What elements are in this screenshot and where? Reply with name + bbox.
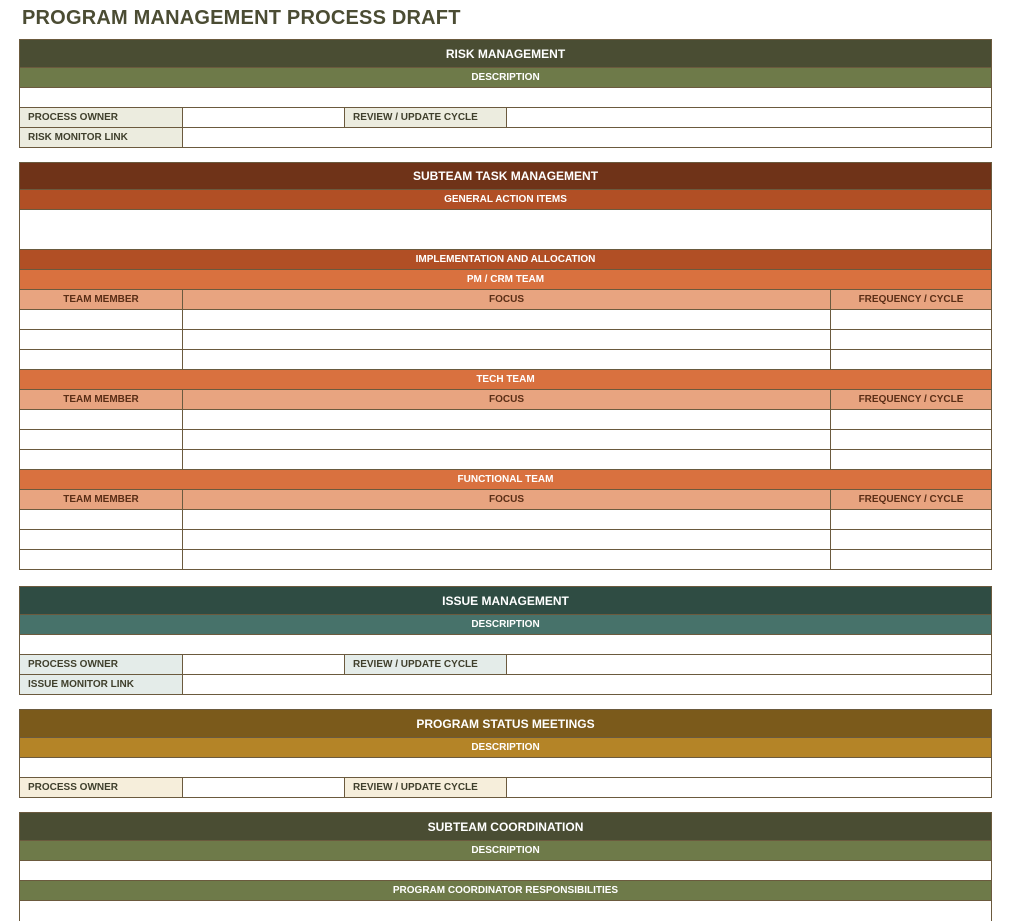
column-header-frequency: FREQUENCY / CYCLE	[830, 290, 991, 309]
column-header-team-member: TEAM MEMBER	[20, 390, 182, 409]
risk-description-label: DESCRIPTION	[20, 67, 991, 87]
issue-monitor-link-field[interactable]	[182, 675, 991, 694]
issue-management-section	[19, 586, 992, 695]
risk-management-section	[19, 39, 992, 148]
column-header-focus: FOCUS	[182, 290, 830, 309]
team-member-cell[interactable]	[20, 530, 182, 549]
frequency-cell[interactable]	[830, 430, 991, 449]
frequency-cell[interactable]	[830, 310, 991, 329]
risk-review-cycle-field[interactable]	[506, 108, 991, 127]
table-row	[20, 329, 991, 349]
implementation-label: IMPLEMENTATION AND ALLOCATION	[20, 249, 991, 269]
table-row	[20, 509, 991, 529]
page-title: PROGRAM MANAGEMENT PROCESS DRAFT	[22, 7, 461, 29]
team-member-cell[interactable]	[20, 430, 182, 449]
risk-monitor-link-label: RISK MONITOR LINK	[20, 128, 182, 147]
risk-review-cycle-label: REVIEW / UPDATE CYCLE	[344, 108, 506, 127]
issue-review-cycle-label: REVIEW / UPDATE CYCLE	[344, 655, 506, 674]
team-member-cell[interactable]	[20, 450, 182, 469]
general-action-items-field[interactable]	[20, 210, 991, 249]
issue-review-cycle-field[interactable]	[506, 655, 991, 674]
column-header-focus: FOCUS	[182, 390, 830, 409]
table-row	[20, 549, 991, 569]
subteam-task-header: SUBTEAM TASK MANAGEMENT	[20, 163, 991, 189]
meetings-process-owner-field[interactable]	[182, 778, 344, 797]
table-row	[20, 349, 991, 369]
coordinator-responsibilities-field[interactable]	[20, 901, 991, 920]
frequency-cell[interactable]	[830, 330, 991, 349]
coordination-description-label: DESCRIPTION	[20, 840, 991, 860]
subteam-task-section	[19, 162, 992, 570]
team-label-functional: FUNCTIONAL TEAM	[20, 469, 991, 489]
issue-description-label: DESCRIPTION	[20, 614, 991, 634]
risk-process-owner-field[interactable]	[182, 108, 344, 127]
risk-process-owner-label: PROCESS OWNER	[20, 108, 182, 127]
team-member-cell[interactable]	[20, 330, 182, 349]
team-label-pm-crm: PM / CRM TEAM	[20, 269, 991, 289]
table-row	[20, 449, 991, 469]
meetings-review-cycle-field[interactable]	[506, 778, 991, 797]
team-member-cell[interactable]	[20, 310, 182, 329]
focus-cell[interactable]	[182, 450, 830, 469]
frequency-cell[interactable]	[830, 450, 991, 469]
focus-cell[interactable]	[182, 530, 830, 549]
issue-process-owner-field[interactable]	[182, 655, 344, 674]
focus-cell[interactable]	[182, 550, 830, 569]
meetings-description-field[interactable]	[20, 758, 991, 777]
risk-monitor-link-field[interactable]	[182, 128, 991, 147]
column-header-frequency: FREQUENCY / CYCLE	[830, 390, 991, 409]
status-meetings-header: PROGRAM STATUS MEETINGS	[20, 710, 991, 737]
team-label-tech: TECH TEAM	[20, 369, 991, 389]
meetings-description-label: DESCRIPTION	[20, 737, 991, 757]
focus-cell[interactable]	[182, 330, 830, 349]
table-row	[20, 409, 991, 429]
table-row	[20, 429, 991, 449]
risk-description-field[interactable]	[20, 88, 991, 107]
issue-management-header: ISSUE MANAGEMENT	[20, 587, 991, 614]
team-member-cell[interactable]	[20, 510, 182, 529]
column-header-frequency: FREQUENCY / CYCLE	[830, 490, 991, 509]
focus-cell[interactable]	[182, 510, 830, 529]
table-row	[20, 309, 991, 329]
frequency-cell[interactable]	[830, 550, 991, 569]
issue-monitor-link-label: ISSUE MONITOR LINK	[20, 675, 182, 694]
frequency-cell[interactable]	[830, 350, 991, 369]
frequency-cell[interactable]	[830, 530, 991, 549]
subteam-coordination-section	[19, 812, 992, 921]
risk-management-header: RISK MANAGEMENT	[20, 40, 991, 67]
team-member-cell[interactable]	[20, 410, 182, 429]
focus-cell[interactable]	[182, 350, 830, 369]
meetings-process-owner-label: PROCESS OWNER	[20, 778, 182, 797]
frequency-cell[interactable]	[830, 510, 991, 529]
focus-cell[interactable]	[182, 410, 830, 429]
meetings-review-cycle-label: REVIEW / UPDATE CYCLE	[344, 778, 506, 797]
issue-description-field[interactable]	[20, 635, 991, 654]
issue-process-owner-label: PROCESS OWNER	[20, 655, 182, 674]
subteam-coordination-header: SUBTEAM COORDINATION	[20, 813, 991, 840]
status-meetings-section	[19, 709, 992, 798]
team-member-cell[interactable]	[20, 550, 182, 569]
frequency-cell[interactable]	[830, 410, 991, 429]
column-header-team-member: TEAM MEMBER	[20, 290, 182, 309]
coordinator-responsibilities-label: PROGRAM COORDINATOR RESPONSIBILITIES	[20, 880, 991, 900]
focus-cell[interactable]	[182, 430, 830, 449]
focus-cell[interactable]	[182, 310, 830, 329]
general-action-items-label: GENERAL ACTION ITEMS	[20, 189, 991, 209]
team-member-cell[interactable]	[20, 350, 182, 369]
table-row	[20, 529, 991, 549]
column-header-team-member: TEAM MEMBER	[20, 490, 182, 509]
column-header-focus: FOCUS	[182, 490, 830, 509]
coordination-description-field[interactable]	[20, 861, 991, 880]
